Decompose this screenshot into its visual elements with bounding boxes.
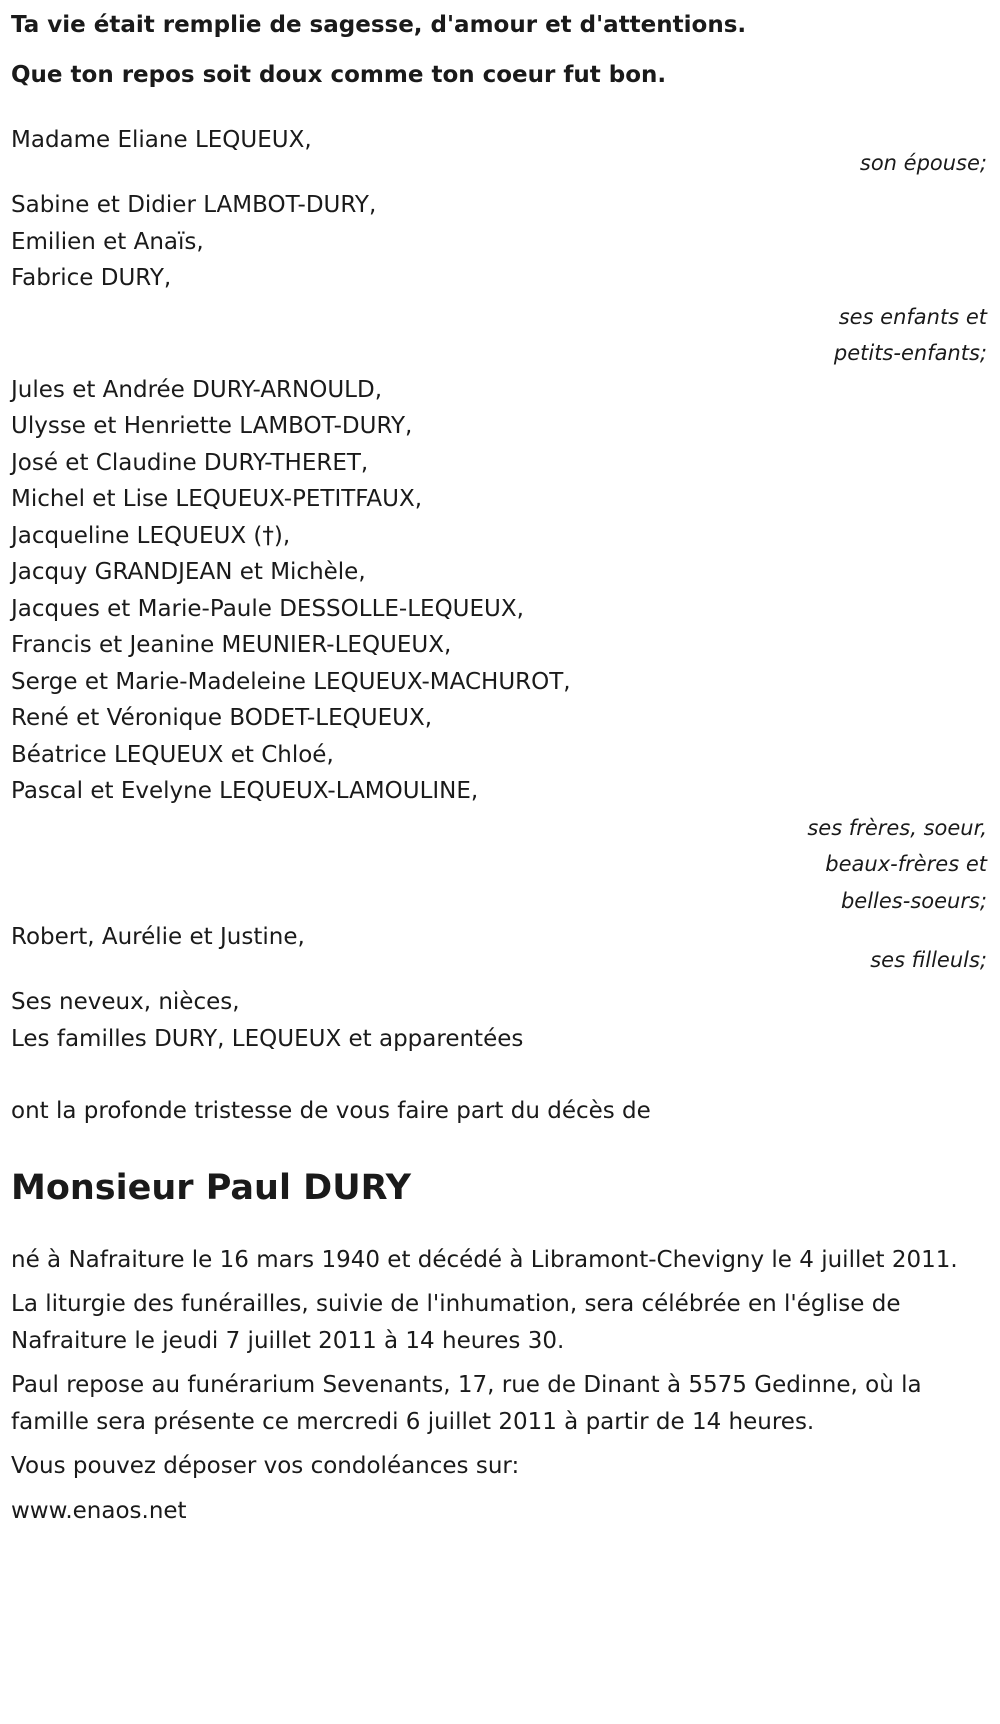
- sibling-name: José et Claudine DURY-THERET,: [11, 449, 369, 476]
- spouse-name: Madame Eliane LEQUEUX,: [11, 127, 312, 153]
- sibling-name: Jacquy GRANDJEAN et Michèle,: [11, 559, 366, 585]
- children-group: [11, 187, 989, 372]
- announcement-text: ont la profonde tristesse de vous faire part du décès de: [11, 1098, 651, 1124]
- birth-death-paragraph: né à Nafraiture le 16 mars 1940 et décédé à Libramont-Chevigny le 4 juillet 2011.: [11, 1246, 958, 1273]
- siblings-group: [11, 372, 989, 920]
- sibling-name: Béatrice LEQUEUX et Chloé,: [11, 741, 334, 768]
- godchildren-group: [11, 919, 989, 978]
- godchildren-role: ses filleuls;: [870, 947, 987, 972]
- epigraph-line-2: Que ton repos soit doux comme ton coeur fut bon.: [11, 62, 667, 88]
- child-name: Fabrice DURY,: [11, 265, 172, 291]
- sibling-name: Pascal et Evelyne LEQUEUX-LAMOULINE,: [11, 778, 479, 804]
- children-role-line-1: ses enfants et: [838, 304, 987, 329]
- siblings-role-line-1: ses frères, soeur,: [807, 815, 987, 840]
- sibling-name: Jules et Andrée DURY-ARNOULD,: [11, 376, 383, 403]
- condolences-website: www.enaos.net: [11, 1497, 187, 1524]
- sibling-name: Michel et Lise LEQUEUX-PETITFAUX,: [11, 486, 423, 512]
- other-family-line: Ses neveux, nièces,: [11, 989, 240, 1015]
- sibling-name: René et Véronique BODET-LEQUEUX,: [11, 705, 433, 731]
- other-family-group: [11, 984, 989, 1057]
- sibling-name: Jacques et Marie-Paule DESSOLLE-LEQUEUX,: [11, 595, 524, 622]
- children-role-line-2: petits-enfants;: [833, 341, 987, 365]
- sibling-name: Ulysse et Henriette LAMBOT-DURY,: [11, 413, 413, 439]
- child-name: Sabine et Didier LAMBOT-DURY,: [11, 192, 377, 218]
- sibling-name: Jacqueline LEQUEUX (†),: [11, 522, 291, 549]
- spouse-group: [11, 122, 989, 181]
- siblings-role-line-2: beaux-frères et: [825, 852, 987, 876]
- epigraph-line-1: Ta vie était remplie de sagesse, d'amour et d'attentions.: [11, 12, 747, 38]
- child-name: Emilien et Anaïs,: [11, 228, 204, 255]
- funerarium-paragraph: Paul repose au funérarium Sevenants, 17, rue de Dinant à 5575 Gedinne, où la famille sera présente ce mercredi 6 juillet 2011 à partir de 14 heures.: [11, 1372, 922, 1435]
- details-section: [11, 1242, 989, 1530]
- godchildren-names: Robert, Aurélie et Justine,: [11, 924, 305, 950]
- condolences-text: Vous pouvez déposer vos condoléances sur:: [11, 1453, 520, 1479]
- funeral-paragraph: La liturgie des funérailles, suivie de l'inhumation, sera célébrée en l'église de Nafraiture le jeudi 7 juillet 2011 à 14 heures 30.: [11, 1291, 901, 1354]
- spouse-role: son épouse;: [859, 150, 987, 175]
- siblings-role-line-3: belles-soeurs;: [840, 888, 987, 913]
- deceased-name: Monsieur Paul DURY: [11, 1167, 412, 1208]
- sibling-name: Serge et Marie-Madeleine LEQUEUX-MACHUROT,: [11, 668, 571, 695]
- sibling-name: Francis et Jeanine MEUNIER-LEQUEUX,: [11, 632, 452, 658]
- other-family-line: Les familles DURY, LEQUEUX et apparentées: [11, 1025, 524, 1052]
